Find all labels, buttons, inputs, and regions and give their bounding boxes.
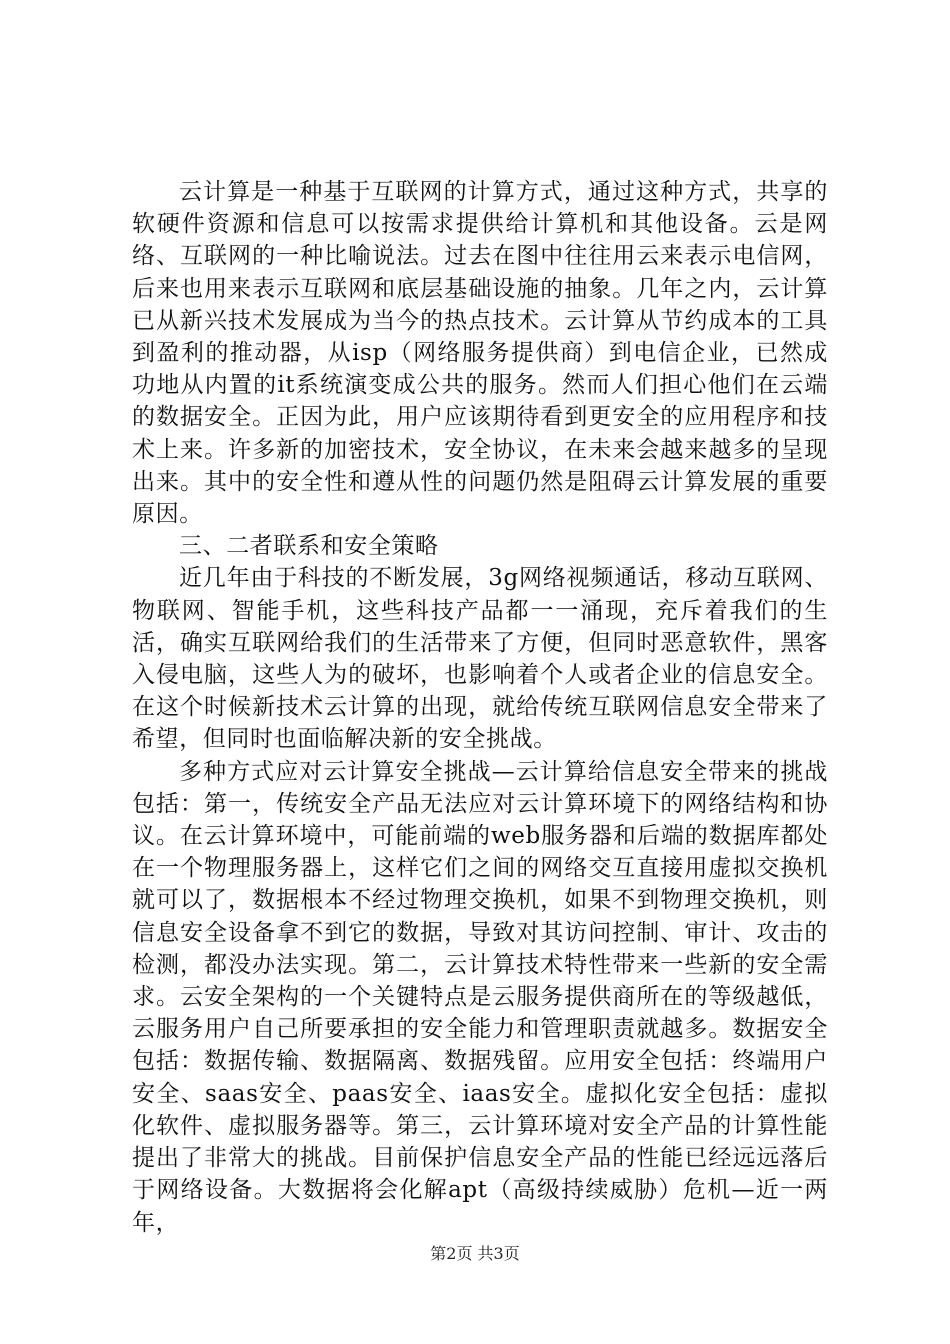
section-heading-relation-and-strategy: 三、二者联系和安全策略 [179,533,439,560]
document-body [132,176,828,1239]
paragraph-security-challenges: 多种方式应对云计算安全挑战—云计算给信息安全带来的挑战包括：第一，传统安全产品无法应对云计算环境下的网络结构和协议。在云计算环境中，可能前端的web服务器和后端的数据库都处在一个物理服务器上，这样它们之间的网络交互直接用虚拟交换机就可以了，数据根本不经过物理交换机，如果不到物理交换机，则信息安全设备拿不到它的数据，导致对其访问控制、审计、攻击的检测，都没办法实现。第二，云计算技术特性带来一些新的安全需求。云安全架构的一个关键特点是云服务提供商所在的等级越低，云服务用户自己所要承担的安全能力和管理职责就越多。数据安全包括：数据传输、数据隔离、数据残留。应用安全包括：终端用户安全、saas安全、paas安全、iaas安全。虚拟化安全包括：虚拟化软件、虚拟服务器等。第三，云计算环境对安全产品的计算性能提出了非常大的挑战。目前保护信息安全产品的性能已经远远落后于网络设备。大数据将会化解apt（高级持续威胁）危机—近一两年， [132,758,828,1236]
paragraph-tech-development: 近几年由于科技的不断发展，3g网络视频通话，移动互联网、物联网、智能手机，这些科技产品都一一涌现，充斥着我们的生活，确实互联网给我们的生活带来了方便，但同时恶意软件，黑客入侵电脑，这些人为的破坏，也影响着个人或者企业的信息安全。在这个时候新技术云计算的出现，就给传统互联网信息安全带来了希望，但同时也面临解决新的安全挑战。 [132,565,828,753]
page-number-footer: 第2页 共3页 [430,1244,520,1263]
paragraph-cloud-computing-intro: 云计算是一种基于互联网的计算方式，通过这种方式，共享的软硬件资源和信息可以按需求提供给计算机和其他设备。云是网络、互联网的一种比喻说法。过去在图中往往用云来表示电信网，后来也用来表示互联网和底层基础设施的抽象。几年之内，云计算已从新兴技术发展成为当今的热点技术。云计算从节约成本的工具到盈利的推动器，从isp（网络服务提供商）到电信企业，已然成功地从内置的it系统演变成公共的服务。然而人们担心他们在云端的数据安全。正因为此，用户应该期待看到更安全的应用程序和技术上来。许多新的加密技术，安全协议，在未来会越来越多的呈现出来。其中的安全性和遵从性的问题仍然是阻碍云计算发展的重要原因。 [132,179,828,528]
